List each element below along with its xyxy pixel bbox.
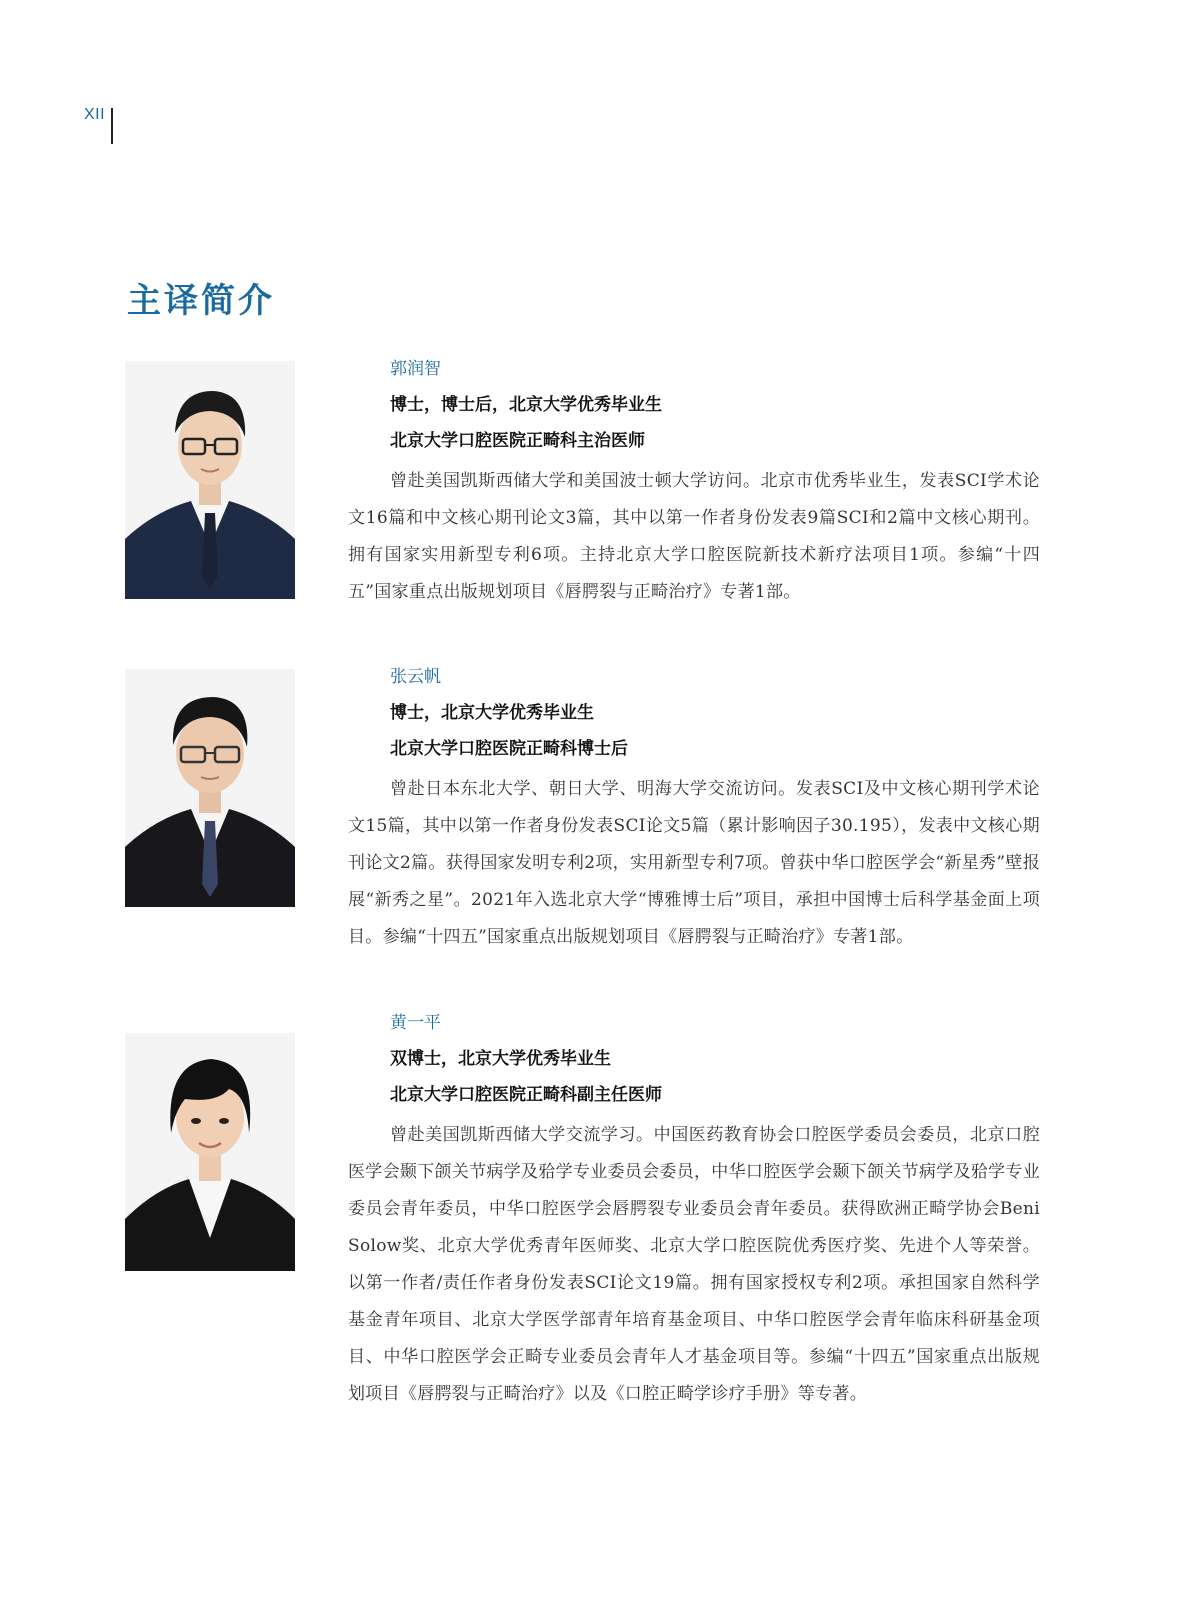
portrait-photo [125,1033,295,1271]
translator-position: 北京大学口腔医院正畸科副主任医师 [390,1085,662,1105]
translator-degree: 博士，北京大学优秀毕业生 [390,703,594,723]
translator-bio: 曾赴美国凯斯西储大学交流学习。中国医药教育协会口腔医学委员会委员，北京口腔医学会颞下颌关节病学及𬌗学专业委员会委员，中华口腔医学会颞下颌关节病学及𬌗学专业委员会青年委员，中华口腔医学会唇腭裂专业委员会青年委员。获得欧洲正畸学协会Beni Solow奖、北京大学优秀青年医师奖、北京大学口腔医院优秀医疗奖、先进个人等荣誉。以第一作者/责任作者身份发表SCI论文19篇。拥有国家授权专利2项。承担国家自然科学基金青年项目、北京大学医学部青年培育基金项目、中华口腔医学会青年临床科研基金项目、中华口腔医学会正畸专业委员会青年人才基金项目等。参编“十四五”国家重点出版规划项目《唇腭裂与正畸治疗》以及《口腔正畸学诊疗手册》等专著。 [348,1125,1040,1404]
portrait-man-glasses-icon [125,361,295,599]
translator-info [348,663,1040,956]
portrait-photo [125,361,295,599]
translator-degree: 博士，博士后，北京大学优秀毕业生 [390,395,662,415]
translator-info [348,355,1040,611]
translator-name: 郭润智 [390,359,441,379]
translator-name: 黄一平 [390,1013,441,1033]
translator-degree: 双博士，北京大学优秀毕业生 [390,1049,611,1069]
page-number: XII [84,106,106,123]
portrait-woman-short-hair-icon [125,1033,295,1271]
portrait-photo [125,669,295,907]
translator-bio: 曾赴日本东北大学、朝日大学、明海大学交流访问。发表SCI及中文核心期刊学术论文15篇，其中以第一作者身份发表SCI论文5篇（累计影响因子30.195），发表中文核心期刊论文2篇。获得国家发明专利2项，实用新型专利7项。曾获中华口腔医学会“新星秀”壁报展“新秀之星”。2021年入选北京大学“博雅博士后”项目，承担中国博士后科学基金面上项目。参编“十四五”国家重点出版规划项目《唇腭裂与正畸治疗》专著1部。 [348,779,1040,947]
translator-bio: 曾赴美国凯斯西储大学和美国波士顿大学访问。北京市优秀毕业生，发表SCI学术论文16篇和中文核心期刊论文3篇，其中以第一作者身份发表9篇SCI和2篇中文核心期刊。拥有国家实用新型专利6项。主持北京大学口腔医院新技术新疗法项目1项。参编“十四五”国家重点出版规划项目《唇腭裂与正畸治疗》专著1部。 [348,471,1040,602]
page-title: 主译简介 [127,281,275,321]
page-number-divider [111,108,113,144]
translator-info [348,1009,1040,1413]
translator-position: 北京大学口腔医院正畸科博士后 [390,739,628,759]
portrait-man-suit-icon [125,669,295,907]
translator-position: 北京大学口腔医院正畸科主治医师 [390,431,645,451]
translator-name: 张云帆 [390,667,441,687]
